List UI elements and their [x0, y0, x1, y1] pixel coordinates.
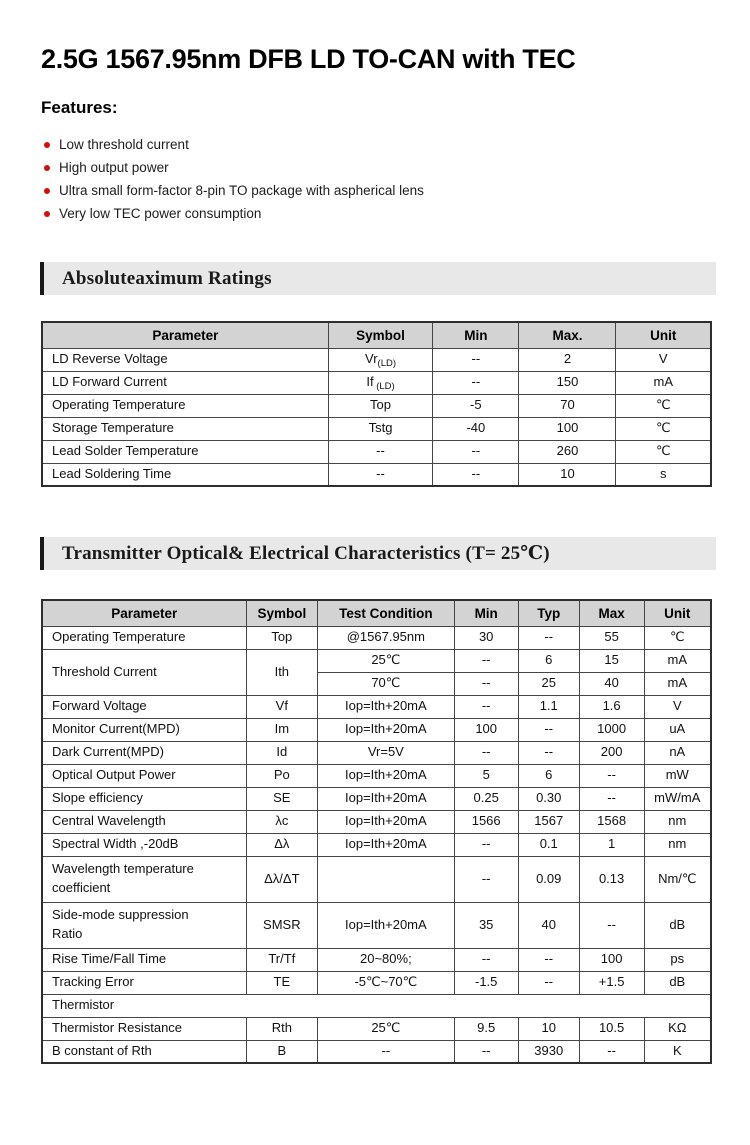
table-cell: -5: [433, 394, 519, 417]
table-row: [42, 856, 711, 902]
table-cell: 6: [518, 764, 579, 787]
table-cell: 0.30: [518, 787, 579, 810]
table-cell: Δλ/ΔT: [246, 856, 318, 902]
table-cell: Δλ: [246, 833, 318, 856]
table-cell: 1567: [518, 810, 579, 833]
table-cell: Storage Temperature: [42, 417, 328, 440]
table-cell: mW/mA: [644, 787, 711, 810]
table-cell: --: [433, 463, 519, 486]
column-header: Min: [433, 322, 519, 348]
table-cell: Nm/℃: [644, 856, 711, 902]
table-cell: 15: [579, 649, 644, 672]
table-cell: 40: [579, 672, 644, 695]
table-cell: V: [644, 695, 711, 718]
table-cell: 10: [519, 463, 616, 486]
feature-item-label: High output power: [59, 160, 169, 175]
table-cell: 150: [519, 371, 616, 394]
table-cell: Threshold Current: [42, 649, 246, 695]
table-cell: Tstg: [328, 417, 432, 440]
table-cell: --: [518, 741, 579, 764]
column-header: Max.: [519, 322, 616, 348]
table-cell: 25: [518, 672, 579, 695]
table-cell: 1.6: [579, 695, 644, 718]
features-heading: Features:: [41, 98, 118, 117]
feature-item: [44, 202, 750, 225]
bullet-icon: [44, 142, 50, 148]
table-cell: mA: [644, 649, 711, 672]
table-cell: Spectral Width ,-20dB: [42, 833, 246, 856]
datasheet-page: [0, 44, 750, 1145]
table-cell: Slope efficiency: [42, 787, 246, 810]
table-cell: -1.5: [454, 971, 518, 994]
table-cell: --: [454, 695, 518, 718]
table-cell: ℃: [616, 394, 711, 417]
table-cell: Operating Temperature: [42, 394, 328, 417]
table-cell: nm: [644, 833, 711, 856]
table-cell: --: [454, 741, 518, 764]
table-cell: --: [433, 371, 519, 394]
table-cell: dB: [644, 971, 711, 994]
table-cell: --: [454, 948, 518, 971]
table-cell: Thermistor: [42, 994, 711, 1017]
table-row: [42, 971, 711, 994]
table-cell: K: [644, 1040, 711, 1063]
column-header: Parameter: [42, 600, 246, 626]
section-heading-text: Absoluteaximum Ratings: [62, 267, 272, 289]
table-cell: --: [518, 718, 579, 741]
table-cell: --: [454, 649, 518, 672]
column-header: Symbol: [246, 600, 318, 626]
table-cell: 2: [519, 348, 616, 371]
table-cell: 100: [519, 417, 616, 440]
table-cell: If $_{(LD)}$: [328, 371, 432, 394]
column-header: Parameter: [42, 322, 328, 348]
table-cell: 1: [579, 833, 644, 856]
table-cell: 1566: [454, 810, 518, 833]
table-cell: ℃: [644, 626, 711, 649]
table-cell: 5: [454, 764, 518, 787]
table-cell: +1.5: [579, 971, 644, 994]
bullet-icon: [44, 188, 50, 194]
column-header: Unit: [644, 600, 711, 626]
table-cell: --: [433, 348, 519, 371]
features-list: [44, 133, 750, 225]
section-header-transmitter-characteristics: [40, 537, 716, 570]
table-cell: nA: [644, 741, 711, 764]
table-cell: 3930: [518, 1040, 579, 1063]
table-cell: ℃: [616, 440, 711, 463]
column-header: Symbol: [328, 322, 432, 348]
table-cell: nm: [644, 810, 711, 833]
feature-item: [44, 179, 750, 202]
table-row: [42, 440, 711, 463]
table-cell: LD Forward Current: [42, 371, 328, 394]
table-cell: --: [579, 787, 644, 810]
table-cell: --: [454, 1040, 518, 1063]
table-cell: 1.1: [518, 695, 579, 718]
table-cell: Iop=Ith+20mA: [318, 764, 454, 787]
table-cell: 0.25: [454, 787, 518, 810]
table-cell: LD Reverse Voltage: [42, 348, 328, 371]
table-cell: 0.13: [579, 856, 644, 902]
table-cell: 6: [518, 649, 579, 672]
table-row: [42, 695, 711, 718]
table-cell: B: [246, 1040, 318, 1063]
table-cell: Dark Current(MPD): [42, 741, 246, 764]
table-cell: uA: [644, 718, 711, 741]
column-header: Typ: [518, 600, 579, 626]
table-cell: Iop=Ith+20mA: [318, 718, 454, 741]
table-cell: [318, 856, 454, 902]
table-cell: Side-mode suppression Ratio: [42, 902, 246, 948]
table-cell: --: [454, 672, 518, 695]
table-cell: TE: [246, 971, 318, 994]
table-cell: @1567.95nm: [318, 626, 454, 649]
table-cell: SMSR: [246, 902, 318, 948]
table-cell: 260: [519, 440, 616, 463]
table-row: [42, 764, 711, 787]
table-cell: Tracking Error: [42, 971, 246, 994]
table-cell: Iop=Ith+20mA: [318, 695, 454, 718]
table-cell: -5℃~70℃: [318, 971, 454, 994]
table-cell: 0.1: [518, 833, 579, 856]
bullet-icon: [44, 211, 50, 217]
table-cell: 1568: [579, 810, 644, 833]
table-cell: Rise Time/Fall Time: [42, 948, 246, 971]
table-cell: Vf: [246, 695, 318, 718]
table-cell: --: [328, 440, 432, 463]
column-header: Max: [579, 600, 644, 626]
table-cell: mA: [616, 371, 711, 394]
absolute-maximum-ratings-table: [41, 321, 712, 487]
table-cell: 10.5: [579, 1017, 644, 1040]
page-title: 2.5G 1567.95nm DFB LD TO-CAN with TEC: [41, 44, 576, 74]
table-cell: Top: [328, 394, 432, 417]
table-cell: Lead Soldering Time: [42, 463, 328, 486]
table-cell: ps: [644, 948, 711, 971]
table-row: [42, 994, 711, 1017]
table-cell: --: [518, 626, 579, 649]
table-cell: B constant of Rth: [42, 1040, 246, 1063]
table-cell: 70℃: [318, 672, 454, 695]
table-cell: Operating Temperature: [42, 626, 246, 649]
table-cell: 25℃: [318, 1017, 454, 1040]
feature-item-label: Ultra small form-factor 8-pin TO package with aspherical lens: [59, 183, 424, 198]
table-cell: --: [579, 902, 644, 948]
section-header-absolute-maximum-ratings: [40, 262, 716, 295]
table-cell: Id: [246, 741, 318, 764]
table-cell: Optical Output Power: [42, 764, 246, 787]
column-header: Test Condition: [318, 600, 454, 626]
table-row: [42, 394, 711, 417]
column-header: Min: [454, 600, 518, 626]
table-cell: --: [454, 833, 518, 856]
table-cell: mA: [644, 672, 711, 695]
table-row: [42, 718, 711, 741]
table-cell: -40: [433, 417, 519, 440]
table-cell: 200: [579, 741, 644, 764]
table-cell: 10: [518, 1017, 579, 1040]
table-cell: 25℃: [318, 649, 454, 672]
table-cell: Po: [246, 764, 318, 787]
table-cell: Central Wavelength: [42, 810, 246, 833]
table-row: [42, 833, 711, 856]
table-row: [42, 417, 711, 440]
table-cell: $Vr_{(LD)}$: [328, 348, 432, 371]
table-cell: --: [454, 856, 518, 902]
table-cell: Im: [246, 718, 318, 741]
feature-item: [44, 133, 750, 156]
table-row: [42, 1017, 711, 1040]
table-cell: --: [579, 1040, 644, 1063]
table-cell: --: [328, 463, 432, 486]
table-cell: Iop=Ith+20mA: [318, 787, 454, 810]
table-cell: dB: [644, 902, 711, 948]
table-cell: --: [518, 948, 579, 971]
table-cell: Iop=Ith+20mA: [318, 833, 454, 856]
table-row: [42, 787, 711, 810]
table-row: [42, 348, 711, 371]
feature-item-label: Very low TEC power consumption: [59, 206, 262, 221]
table-cell: Thermistor Resistance: [42, 1017, 246, 1040]
table-cell: Ith: [246, 649, 318, 695]
table-row: [42, 902, 711, 948]
table-cell: 55: [579, 626, 644, 649]
column-header: Unit: [616, 322, 711, 348]
table-cell: 70: [519, 394, 616, 417]
table-cell: 30: [454, 626, 518, 649]
table-cell: s: [616, 463, 711, 486]
table-row: [42, 1040, 711, 1063]
table-cell: Tr/Tf: [246, 948, 318, 971]
table-cell: Iop=Ith+20mA: [318, 902, 454, 948]
table-cell: --: [518, 971, 579, 994]
table-cell: 0.09: [518, 856, 579, 902]
table-cell: Monitor Current(MPD): [42, 718, 246, 741]
table-cell: 35: [454, 902, 518, 948]
section-heading-text: Transmitter Optical& Electrical Characteristics (T= 25℃): [62, 543, 550, 564]
table-row: [42, 649, 711, 672]
table-cell: 40: [518, 902, 579, 948]
table-row: [42, 463, 711, 486]
table-cell: --: [433, 440, 519, 463]
table-cell: 100: [454, 718, 518, 741]
table-cell: Forward Voltage: [42, 695, 246, 718]
table-cell: ℃: [616, 417, 711, 440]
table-cell: 20~80%;: [318, 948, 454, 971]
table-cell: Vr=5V: [318, 741, 454, 764]
table-row: [42, 626, 711, 649]
table-cell: Iop=Ith+20mA: [318, 810, 454, 833]
table-cell: Lead Solder Temperature: [42, 440, 328, 463]
table-cell: SE: [246, 787, 318, 810]
table-row: [42, 371, 711, 394]
feature-item: [44, 156, 750, 179]
table-cell: 1000: [579, 718, 644, 741]
table-cell: Wavelength temperature coefficient: [42, 856, 246, 902]
table-cell: Top: [246, 626, 318, 649]
table-cell: mW: [644, 764, 711, 787]
table-cell: V: [616, 348, 711, 371]
table-cell: --: [318, 1040, 454, 1063]
feature-item-label: Low threshold current: [59, 137, 189, 152]
table-row: [42, 948, 711, 971]
table-cell: 9.5: [454, 1017, 518, 1040]
table-cell: Rth: [246, 1017, 318, 1040]
table-cell: KΩ: [644, 1017, 711, 1040]
table-cell: --: [579, 764, 644, 787]
bullet-icon: [44, 165, 50, 171]
table-row: [42, 810, 711, 833]
transmitter-characteristics-table: [41, 599, 712, 1064]
table-cell: 100: [579, 948, 644, 971]
table-cell: λc: [246, 810, 318, 833]
table-row: [42, 741, 711, 764]
